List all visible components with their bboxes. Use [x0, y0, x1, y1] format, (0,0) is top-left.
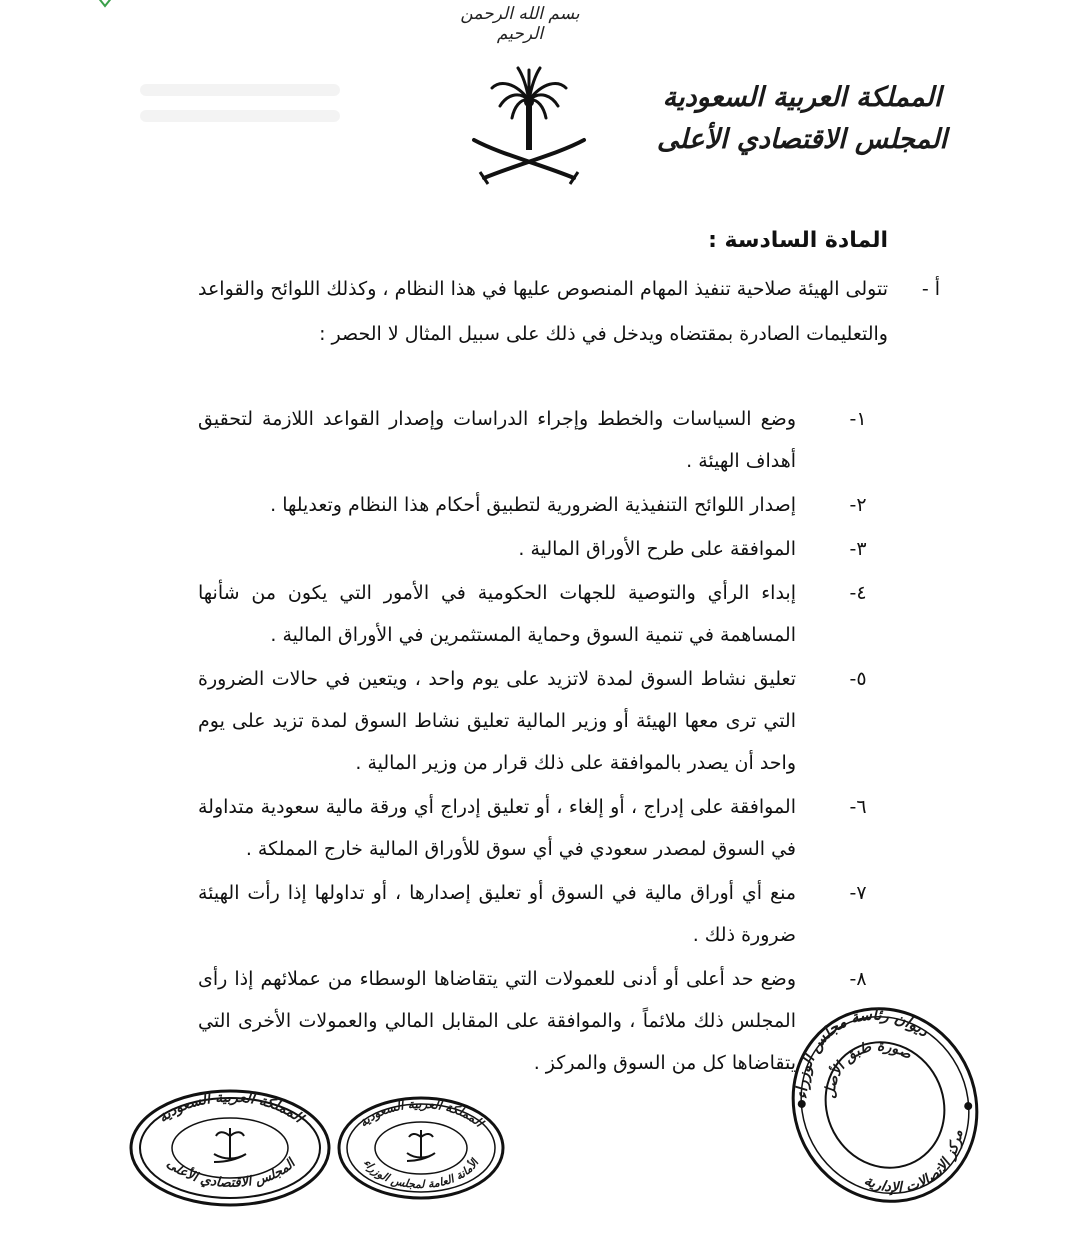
corner-mark-icon — [95, 0, 115, 8]
seal-middle-top-text: المملكة العربية السعودية — [356, 1096, 486, 1130]
list-item — [198, 484, 888, 526]
item-number: ٥- — [849, 668, 867, 690]
paragraph-marker: أ - — [921, 278, 940, 300]
item-text: منع أي أوراق مالية في السوق أو تعليق إصدارها ، أو تداولها إذا رأت الهيئة ضرورة ذلك . — [198, 882, 796, 946]
article-title: المادة السادسة : — [708, 228, 888, 253]
kingdom-name: المملكة العربية السعودية — [662, 82, 942, 113]
general-secretariat-stamp-seal — [336, 1095, 506, 1201]
item-number: ٦- — [849, 796, 867, 818]
list-item — [198, 958, 888, 1084]
council-name: المجلس الاقتصادي الأعلى — [656, 124, 948, 155]
seal-right-outer-text: ديوان رئاسة مجلس الوزراء — [792, 1005, 932, 1100]
seal-right-inner-text: صورة طبق الأصل — [822, 1038, 915, 1100]
list-item — [198, 658, 888, 784]
item-number: ٧- — [849, 882, 867, 904]
item-text: وضع السياسات والخطط وإجراء الدراسات وإصدار القواعد اللازمة لتحقيق أهداف الهيئة . — [198, 408, 796, 472]
letterhead-title — [652, 78, 952, 162]
item-text: إبداء الرأي والتوصية للجهات الحكومية في الأمور التي يكون من شأنها المساهمة في تنمية السوق وحماية المستثمرين في الأوراق المالية . — [198, 582, 796, 646]
seal-emblem-icon — [214, 1128, 246, 1162]
item-number: ٣- — [849, 538, 867, 560]
faded-bleed-through — [140, 70, 340, 150]
item-number: ٨- — [849, 968, 867, 990]
paragraph-text: تتولى الهيئة صلاحية تنفيذ المهام المنصوص عليها في هذا النظام ، وكذلك اللوائح والقواعد والتعليمات الصادرة بمقتضاه ويدخل في ذلك على سبيل المثال لا الحصر : — [198, 278, 888, 345]
list-item — [198, 786, 888, 870]
paragraph-a — [198, 267, 940, 357]
item-text: تعليق نشاط السوق لمدة لاتزيد على يوم واحد ، ويتعين في حالات الضرورة التي ترى معها الهيئة أو وزير المالية تعليق نشاط السوق لمدة تزيد على يوم واحد أن يصدر بالموافقة على ذلك قرار من وزير المالية . — [198, 668, 796, 774]
item-number: ٢- — [849, 494, 867, 516]
list-item — [198, 872, 888, 956]
seal-emblem-icon — [407, 1130, 435, 1161]
basmala: بسم الله الرحمن الرحيم — [460, 4, 580, 44]
cabinet-diwan-stamp-seal — [790, 1005, 980, 1205]
seal-left-top-text: المملكة العربية السعودية — [155, 1089, 306, 1127]
item-text: وضع حد أعلى أو أدنى للعمولات التي يتقاضاها الوسطاء من عملائهم إذا رأى المجلس ذلك ملائماً ، والموافقة على المقابل المالي والعمولات الأخرى التي يتقاضاها كل من السوق والمركز . — [198, 968, 796, 1074]
seal-right-outer-text-2: مركز الاتصالات الإدارية — [861, 1128, 967, 1196]
item-text: إصدار اللوائح التنفيذية الضرورية لتطبيق أحكام هذا النظام وتعديلها . — [270, 494, 796, 516]
list-item — [198, 398, 888, 482]
palm-and-swords-emblem-icon — [470, 62, 588, 188]
council-stamp-seal — [128, 1088, 333, 1208]
item-text: الموافقة على طرح الأوراق المالية . — [518, 538, 796, 560]
article-items-list — [198, 398, 888, 1086]
item-number: ٤- — [849, 582, 867, 604]
seal-left-bottom-text: المجلس الاقتصادي الأعلى — [163, 1156, 299, 1191]
list-item — [198, 572, 888, 656]
item-number: ١- — [849, 408, 867, 430]
seal-middle-bottom-text: الأمانة العامة لمجلس الوزراء — [360, 1156, 482, 1192]
item-text: الموافقة على إدراج ، أو إلغاء ، أو تعليق إدراج أي ورقة مالية سعودية متداولة في السوق لمصدر سعودي في أي سوق للأوراق المالية خارج المملكة . — [198, 796, 796, 860]
list-item — [198, 528, 888, 570]
